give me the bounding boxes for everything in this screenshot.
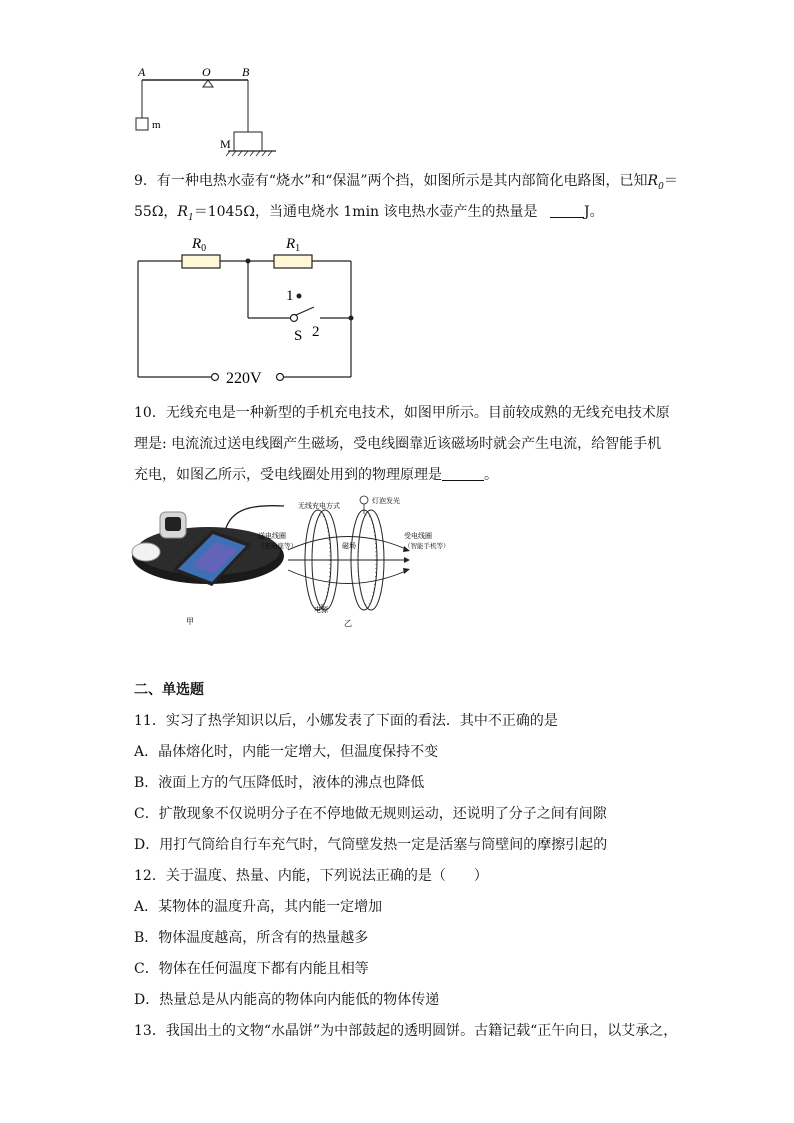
q10-line1 bbox=[134, 404, 670, 422]
terminal-right bbox=[277, 374, 284, 381]
circuit-diagram bbox=[134, 230, 364, 390]
q9-r0-symbol: R bbox=[647, 173, 659, 189]
send-coil-label-2: （充电座等） bbox=[258, 543, 297, 550]
switch-label: S bbox=[294, 328, 303, 344]
resistor-r0 bbox=[182, 255, 220, 268]
q9-answer-blank[interactable] bbox=[550, 203, 584, 218]
power-label: 电源 bbox=[314, 606, 328, 614]
q13-stem: 13．我国出土的文物“水晶饼”为中部鼓起的透明圆饼。古籍记载“正午向日，以艾承之， bbox=[134, 1023, 678, 1039]
switch-blade[interactable] bbox=[296, 307, 314, 315]
q12-option-a[interactable]: A．某物体的温度升高，其内能一定增加 bbox=[134, 899, 383, 915]
q11-option-c[interactable]: C．扩散现象不仅说明分子在不停地做无规则运动，还说明了分子之间有间隙 bbox=[134, 806, 607, 822]
lever-label-o: O bbox=[202, 65, 211, 79]
lamp-label: 灯泡发光 bbox=[372, 497, 400, 505]
lever-label-a: A bbox=[138, 65, 146, 79]
watch-face bbox=[165, 517, 181, 531]
field-label: 磁场 bbox=[342, 542, 356, 550]
r0-label: $R_0$ bbox=[192, 236, 207, 254]
switch-contact-1 bbox=[297, 294, 302, 299]
big-mass-label: M bbox=[220, 137, 231, 151]
q12-option-b[interactable]: B．物体温度越高，所含有的热量越多 bbox=[134, 930, 369, 946]
q10-line3-end: 。 bbox=[484, 467, 498, 483]
switch-pivot bbox=[291, 315, 298, 322]
section-title: 二、单选题 bbox=[134, 682, 204, 698]
q9-line1 bbox=[134, 172, 678, 196]
q9-line2-a: 55Ω， bbox=[134, 204, 178, 220]
coil-title: 无线充电方式 bbox=[298, 502, 340, 510]
q10-line3-text: 充电，如图乙所示，受电线圈处用到的物理原理是 bbox=[134, 467, 442, 483]
caption-jia: 甲 bbox=[186, 617, 194, 626]
q9-line2-b: ＝1045Ω，当通电烧水 1min 该电热水壶产生的热量是 bbox=[193, 204, 538, 220]
q11-option-d[interactable]: D．用打气筒给自行车充气时，气筒壁发热一定是活塞与筒壁间的摩擦引起的 bbox=[134, 837, 608, 853]
switch-pos1-label: 1 bbox=[286, 288, 294, 304]
fulcrum bbox=[203, 80, 213, 87]
field-arrow-bottom bbox=[403, 568, 410, 574]
q10-line3 bbox=[134, 466, 498, 484]
ground-hatch bbox=[226, 151, 272, 156]
q10-line1-text: 10．无线充电是一种新型的手机充电技术，如图甲所示。目前较成熟的无线充电技术原 bbox=[134, 405, 670, 421]
lamp-bulb bbox=[360, 496, 368, 504]
terminal-left bbox=[212, 374, 219, 381]
q9-line2 bbox=[134, 203, 604, 227]
wireless-coil-diagram bbox=[258, 494, 458, 632]
field-arrow bbox=[404, 557, 410, 563]
recv-coil-label-2: （智能手机等） bbox=[404, 543, 450, 550]
lever-figure bbox=[128, 62, 288, 160]
q11-option-a[interactable]: A．晶体熔化时，内能一定增大，但温度保持不变 bbox=[134, 744, 439, 760]
q9-line1-end: ＝ bbox=[663, 173, 678, 189]
q9-line1-text: 9．有一种电热水壶有“烧水”和“保温”两个挡，如图所示是其内部简化电路图，已知 bbox=[134, 173, 648, 189]
small-mass-label: m bbox=[152, 119, 161, 131]
q11-stem: 11．实习了热学知识以后，小娜发表了下面的看法．其中不正确的是 bbox=[134, 713, 558, 729]
q11-option-b[interactable]: B．液面上方的气压降低时，液体的沸点也降低 bbox=[134, 775, 425, 791]
small-mass-block bbox=[136, 118, 148, 130]
resistor-r1 bbox=[274, 255, 312, 268]
switch-pos2-label: 2 bbox=[312, 324, 320, 340]
airpods-case bbox=[132, 543, 160, 561]
q12-option-d[interactable]: D．热量总是从内能高的物体向内能低的物体传递 bbox=[134, 992, 440, 1008]
q9-r1-symbol: R bbox=[177, 204, 188, 220]
lever-label-b: B bbox=[242, 65, 250, 79]
r1-label: $R_1$ bbox=[286, 236, 301, 254]
big-mass-block bbox=[234, 132, 262, 151]
q12-option-c[interactable]: C．物体在任何温度下都有内能且相等 bbox=[134, 961, 369, 977]
voltage-label: 220V bbox=[226, 370, 262, 387]
q10-answer-blank[interactable] bbox=[442, 466, 484, 481]
q10-line2 bbox=[134, 435, 661, 453]
q9-unit: J。 bbox=[583, 204, 604, 220]
q12-stem: 12．关于温度、热量、内能，下列说法正确的是（ ） bbox=[134, 868, 488, 884]
caption-yi: 乙 bbox=[344, 619, 352, 628]
q9-r0-sub: 0 bbox=[658, 181, 664, 192]
q10-line2-text: 理是: 电流流过送电线圈产生磁场，受电线圈靠近该磁场时就会产生电流，给智能手机 bbox=[134, 436, 662, 452]
recv-coil-label-1: 受电线圈 bbox=[404, 532, 432, 540]
q9-r1-sub: 1 bbox=[187, 212, 194, 223]
send-coil-label-1: 送电线圈 bbox=[258, 532, 286, 540]
